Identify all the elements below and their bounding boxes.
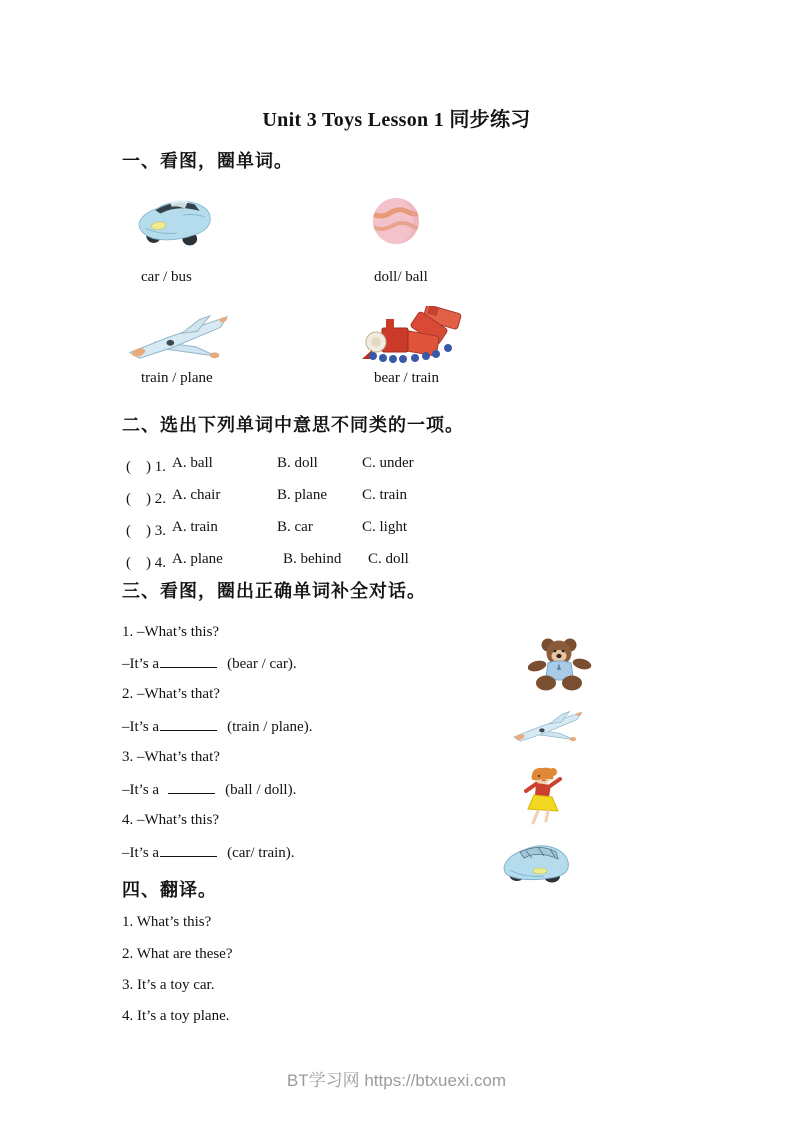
translation-item-4: 4. It’s a toy plane. xyxy=(122,1008,230,1024)
pink-ball-icon xyxy=(371,196,421,246)
translation-item-2: 2. What are these? xyxy=(122,946,233,962)
answer-choices: (train / plane). xyxy=(227,719,313,735)
translation-item-3: 3. It’s a toy car. xyxy=(122,977,215,993)
toy-car-side-image xyxy=(500,836,572,884)
pink-ball-image xyxy=(371,196,421,246)
answer-parens: ( ) 1. xyxy=(126,459,166,475)
pic-label-train-plane: train / plane xyxy=(141,370,213,386)
answer-choices: (bear / car). xyxy=(227,656,297,672)
site-watermark: BT学习网 https://btxuexi.com xyxy=(286,1071,507,1090)
dialogue-question-2: 2. –What’s that? xyxy=(122,686,220,702)
option-b: B. plane xyxy=(277,487,327,503)
answer-prefix: –It’s a xyxy=(122,782,160,798)
option-b: B. doll xyxy=(277,455,318,471)
choice-row-2 xyxy=(126,487,407,508)
teddy-bear-icon xyxy=(528,636,592,694)
option-a: A. train xyxy=(172,519,218,535)
fill-blank xyxy=(160,654,217,668)
doll-icon xyxy=(522,766,566,826)
toy-plane-small-image xyxy=(511,706,585,748)
toy-train-icon xyxy=(358,306,464,364)
option-a: A. ball xyxy=(172,455,213,471)
answer-choices: (ball / doll). xyxy=(225,782,297,798)
option-b: B. car xyxy=(277,519,313,535)
toy-car-image xyxy=(134,192,216,248)
choice-row-4 xyxy=(126,551,409,572)
translation-item-1: 1. What’s this? xyxy=(122,914,212,930)
page-title: Unit 3 Toys Lesson 1 同步练习 xyxy=(262,109,531,131)
choice-row-1 xyxy=(126,455,414,476)
answer-prefix: –It’s a xyxy=(122,719,160,735)
answer-prefix: –It’s a xyxy=(122,656,160,672)
fill-blank xyxy=(160,717,217,731)
toy-car-side-icon xyxy=(500,836,572,884)
pic-label-doll-ball: doll/ ball xyxy=(374,269,428,285)
dialogue-question-4: 4. –What’s this? xyxy=(122,812,220,828)
answer-choices: (car/ train). xyxy=(227,845,295,861)
option-b: B. behind xyxy=(283,551,342,567)
dialogue-answer-1 xyxy=(122,654,297,673)
dialogue-question-3: 3. –What’s that? xyxy=(122,749,220,765)
section4-heading: 四、翻译。 xyxy=(122,880,217,900)
dialogue-answer-4 xyxy=(122,843,295,862)
option-c: C. doll xyxy=(368,551,409,567)
pic-label-bear-train: bear / train xyxy=(374,370,439,386)
toy-plane-small-icon xyxy=(511,706,585,748)
dialogue-answer-3 xyxy=(122,780,296,799)
option-c: C. train xyxy=(362,487,407,503)
choice-row-3 xyxy=(126,519,407,540)
pic-label-car-bus: car / bus xyxy=(141,269,192,285)
toy-car-icon xyxy=(134,192,216,248)
fill-blank xyxy=(168,780,215,794)
fill-blank xyxy=(160,843,217,857)
doll-image xyxy=(522,766,566,826)
toy-plane-icon xyxy=(125,313,233,363)
toy-train-image xyxy=(358,306,464,364)
option-c: C. light xyxy=(362,519,408,535)
answer-parens: ( ) 2. xyxy=(126,491,166,507)
dialogue-question-1: 1. –What’s this? xyxy=(122,624,220,640)
option-a: A. plane xyxy=(172,551,223,567)
dialogue-answer-2 xyxy=(122,717,312,736)
section2-heading: 二、选出下列单词中意思不同类的一项。 xyxy=(122,415,464,435)
teddy-bear-image xyxy=(528,636,592,694)
answer-parens: ( ) 3. xyxy=(126,523,166,539)
section1-heading: 一、看图，圈单词。 xyxy=(122,151,293,171)
answer-prefix: –It’s a xyxy=(122,845,160,861)
option-a: A. chair xyxy=(172,487,221,503)
section3-heading: 三、看图，圈出正确单词补全对话。 xyxy=(122,581,426,601)
answer-parens: ( ) 4. xyxy=(126,555,166,571)
option-c: C. under xyxy=(362,455,414,471)
toy-plane-image xyxy=(125,313,233,363)
